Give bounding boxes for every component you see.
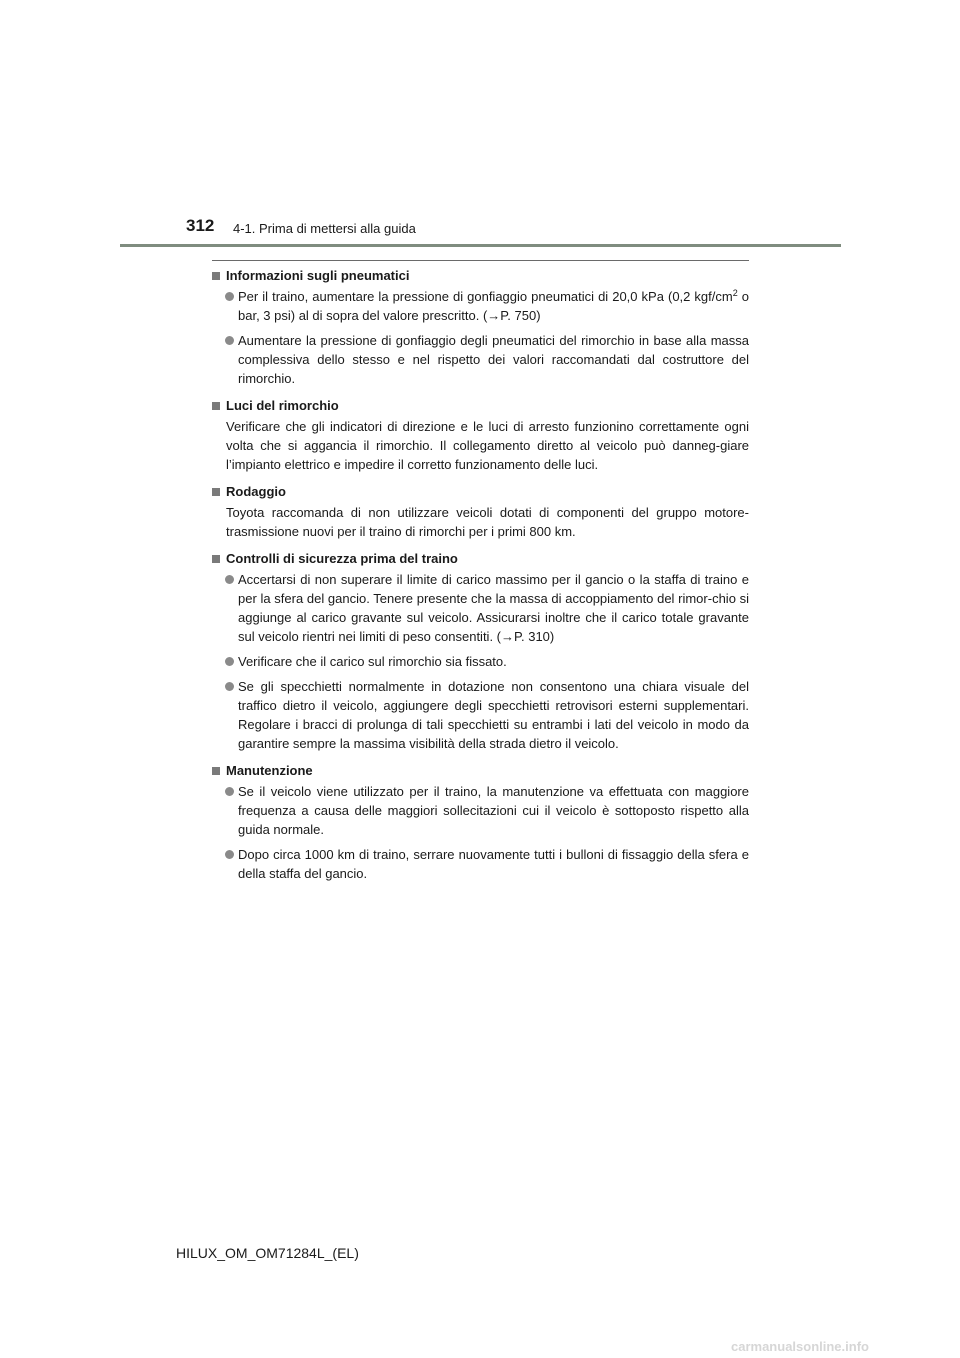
bullet-item: Se il veicolo viene utilizzato per il traino, la manutenzione va effettuata con maggiore frequenza a causa delle maggiori sollecitazioni cui il veicolo è sottoposto rispetto alla guida normale. <box>212 782 749 839</box>
section-heading: Rodaggio <box>212 482 749 501</box>
bullet-item: Aumentare la pressione di gonfiaggio degli pneumatici del rimorchio in base alla massa complessiva dello stesso e nel rispetto dei valori raccomandati dal costruttore del rimorchio. <box>212 331 749 388</box>
header-rule <box>120 244 841 247</box>
section-title: 4-1. Prima di mettersi alla guida <box>233 221 416 236</box>
page-number: 312 <box>186 216 215 235</box>
round-bullet-icon <box>225 787 234 796</box>
square-bullet-icon <box>212 488 220 496</box>
round-bullet-icon <box>225 682 234 691</box>
section-paragraph: Verificare che gli indicatori di direzione e le luci di arresto funzionino correttamente ogni volta che si aggancia il rimorchio. Il collegamento diretto al veicolo può danneg-giare l’impianto elettrico e impedire il corretto funzionamento delle luci. <box>226 419 749 472</box>
square-bullet-icon <box>212 272 220 280</box>
round-bullet-icon <box>225 336 234 345</box>
section-trailer-lights <box>212 396 749 474</box>
bullet-item: Dopo circa 1000 km di traino, serrare nuovamente tutti i bulloni di fissaggio della sfera e della staffa del gancio. <box>212 845 749 883</box>
section-heading: Luci del rimorchio <box>212 396 749 415</box>
section-paragraph: Toyota raccomanda di non utilizzare veicoli dotati di componenti del gruppo motore-trasmissione nuovi per il traino di rimorchi per i primi 800 km. <box>226 505 749 539</box>
round-bullet-icon <box>225 657 234 666</box>
square-bullet-icon <box>212 767 220 775</box>
square-bullet-icon <box>212 402 220 410</box>
section-safety-checks <box>212 549 749 753</box>
section-maintenance <box>212 761 749 883</box>
document-code: HILUX_OM_OM71284L_(EL) <box>176 1245 359 1261</box>
bullet-item: Per il traino, aumentare la pressione di gonfiaggio pneumatici di 20,0 kPa (0,2 kgf/$cm^2$ o bar, 3 psi) al di sopra del valore prescritto. (→P. 750) <box>212 287 749 325</box>
watermark: carmanualsonline.info <box>731 1339 869 1354</box>
round-bullet-icon <box>225 292 234 301</box>
round-bullet-icon <box>225 850 234 859</box>
bullet-item: Se gli specchietti normalmente in dotazione non consentono una chiara visuale del traffico dietro il veicolo, aggiungere degli specchietti retrovisori esterni supplementari. Regolare i bracci di prolunga di tali specchietti su entrambi i lati del veicolo in modo da garantire sempre la massima visibilità della strada dietro il veicolo. <box>212 677 749 753</box>
section-break-in <box>212 482 749 541</box>
section-heading: Controlli di sicurezza prima del traino <box>212 549 749 568</box>
content <box>212 266 749 891</box>
section-tire-info <box>212 266 749 388</box>
round-bullet-icon <box>225 575 234 584</box>
content-rule <box>212 260 749 261</box>
section-heading: Informazioni sugli pneumatici <box>212 266 749 285</box>
square-bullet-icon <box>212 555 220 563</box>
bullet-item: Accertarsi di non superare il limite di carico massimo per il gancio o la staffa di traino e per la sfera del gancio. Tenere presente che la massa di accoppiamento del rimor-chio si aggiunge al carico gravante sul veicolo. Assicurarsi inoltre che il carico totale gravante sul veicolo rientri nei limiti di peso consentiti. (→P. 310) <box>212 570 749 646</box>
section-heading: Manutenzione <box>212 761 749 780</box>
bullet-item: Verificare che il carico sul rimorchio sia fissato. <box>212 652 749 671</box>
